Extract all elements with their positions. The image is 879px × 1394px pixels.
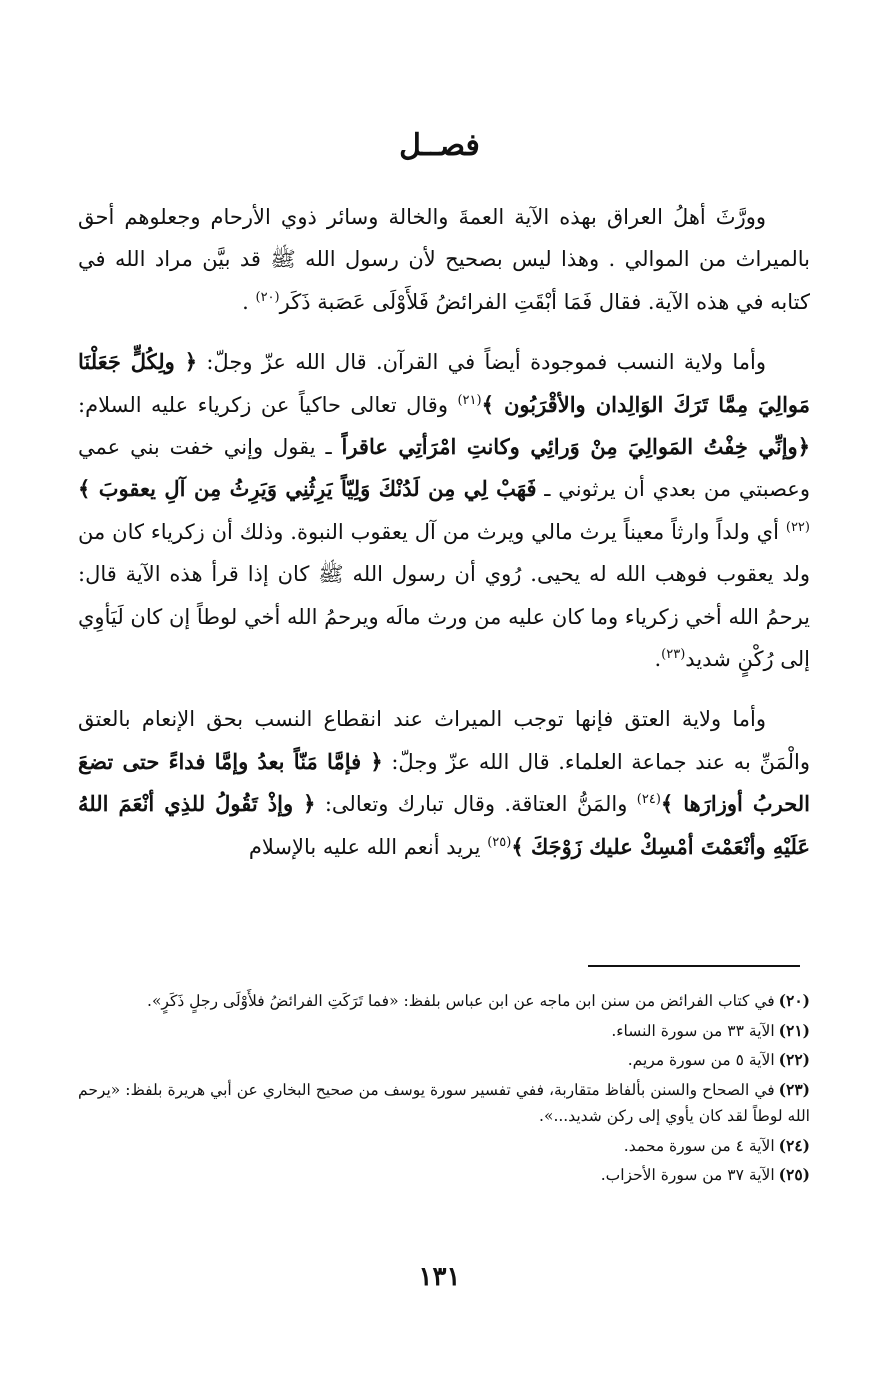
footnote xyxy=(78,1018,810,1045)
footnote-marker: (٢٢) xyxy=(785,519,810,535)
footnote xyxy=(78,1162,810,1189)
footnote-marker: (٢١) xyxy=(457,392,482,408)
footnote-number: (٢٠) xyxy=(778,991,810,1010)
text-run: ـ يقول وإني خفت بني عمي وعصبتي من بعدي أن يرثوني ـ xyxy=(78,435,810,502)
footnote-text: الآية ٣٧ من سورة الأحزاب. xyxy=(600,1166,775,1184)
footnote-text: في الصحاح والسنن بألفاظ متقاربة، ففي تفسير سورة يوسف من صحيح البخاري عن أبي هريرة بلفظ: «يرحم الله لوطاً لقد كان يأوي إلى ركن شديد...». xyxy=(78,1080,810,1125)
footnote xyxy=(78,988,810,1015)
quran-verse: ﴿ وإذْ تَقُولُ للذِي أنْعَمَ اللهُ عَلَيْهِ وأنْعَمْتَ أمْسِكْ عليك زَوْجَكَ ﴾ xyxy=(78,791,810,859)
footnote-separator xyxy=(588,965,800,967)
paragraph xyxy=(78,196,810,323)
footnote-marker: (٢٣) xyxy=(661,647,686,663)
text-run: وقال تعالى حاكياً عن زكرياء عليه السلام: xyxy=(78,392,458,417)
footnote xyxy=(78,1133,810,1160)
text-run: أي ولداً وارثاً معيناً يرث مالي ويرث من آل يعقوب النبوة. وذلك أن زكرياء كان من ولد يعقوب فوهب الله له يحيى. رُوي أن رسول الله ﷺ كان إذا قرأ هذه الآية قال: يرحمُ الله أخي زكرياء وما كان عليه من ورث مالَه ويرحمُ الله أخي لوطاً إن كان لَيَأوِي إلى رُكْنٍ شديد xyxy=(78,519,810,672)
footnote-marker: (٢٤) xyxy=(636,792,661,808)
text-run: . xyxy=(242,289,256,314)
quran-verse: ﴿ ولِكُلٍّ جَعَلْنَا مَوالِيَ مِمَّا تَرَكَ الوَالِدان والأقْرَبُون ﴾ xyxy=(78,349,810,417)
footnote-text: في كتاب الفرائض من سنن ابن ماجه عن ابن عباس بلفظ: «فما تَرَكَتِ الفرائضُ فلأَوْلَى رجلٍ ذَكَرٍ». xyxy=(147,992,775,1010)
text-run: وأما ولاية النسب فموجودة أيضاً في القرآن. قال الله عزّ وجلّ: xyxy=(197,350,766,375)
footnote xyxy=(78,1047,810,1074)
footnote-text: الآية ٣٣ من سورة النساء. xyxy=(611,1021,775,1040)
paragraph xyxy=(78,698,810,868)
text-run: . xyxy=(654,647,662,672)
quran-verse: ﴿ فإمَّا مَنّاً بعدُ وإمَّا فداءً حتى تضعَ الحربُ أوزارَها ﴾ xyxy=(78,748,810,817)
footnote-text: الآية ٥ من سورة مريم. xyxy=(627,1051,775,1069)
footnote-number: (٢١) xyxy=(778,1020,810,1040)
section-heading: فصــل xyxy=(399,128,480,163)
footnote-number: (٢٢) xyxy=(778,1050,810,1069)
footnote-number: (٢٣) xyxy=(778,1079,810,1099)
main-text xyxy=(78,196,810,886)
quran-verse: فَهَبْ لِي مِن لَدُنْكَ وَلِيّاً يَرِثُنِي وَيَرِثُ مِن آلِ يعقوبَ ﴾ xyxy=(78,476,537,502)
page-number: ١٣١ xyxy=(418,1262,461,1292)
text-run: وورَّثَ أهلُ العراق بهذه الآية العمةَ والخالة وسائر ذوي الأرحام وجعلوهم أحق بالميراث من الموالي . وهذا ليس بصحيح لأن رسول الله ﷺ قد بيَّن مراد الله في كتابه في هذه الآية. فقال فَمَا أبْقَتِ الفرائضُ فَلأَوْلَى عَصَبة ذَكَر xyxy=(78,205,810,314)
paragraph xyxy=(78,341,810,680)
footnote-marker: (٢٥) xyxy=(487,834,512,850)
footnotes xyxy=(78,988,810,1192)
footnote-text: الآية ٤ من سورة محمد. xyxy=(623,1136,775,1155)
text-run: والمَنُّ العتاقة. وقال تبارك وتعالى: xyxy=(315,792,637,817)
text-run: وأما ولاية العتق فإنها توجب الميراث عند انقطاع النسب بحق الإنعام بالعتق والْمَنِّ به عند جماعة العلماء. قال الله عزّ وجلّ: xyxy=(78,707,810,774)
footnote-number: (٢٤) xyxy=(778,1135,810,1155)
footnote-marker: (٢٠) xyxy=(255,289,280,305)
footnote-number: (٢٥) xyxy=(778,1165,810,1184)
quran-verse: ﴿وإنِّي خِفْتُ المَوالِيَ مِنْ وَرائِي وكانتِ امْرَأتِي عاقراً xyxy=(341,434,810,460)
footnote xyxy=(78,1077,810,1130)
text-run: يريد أنعم الله عليه بالإسلام xyxy=(248,834,488,859)
